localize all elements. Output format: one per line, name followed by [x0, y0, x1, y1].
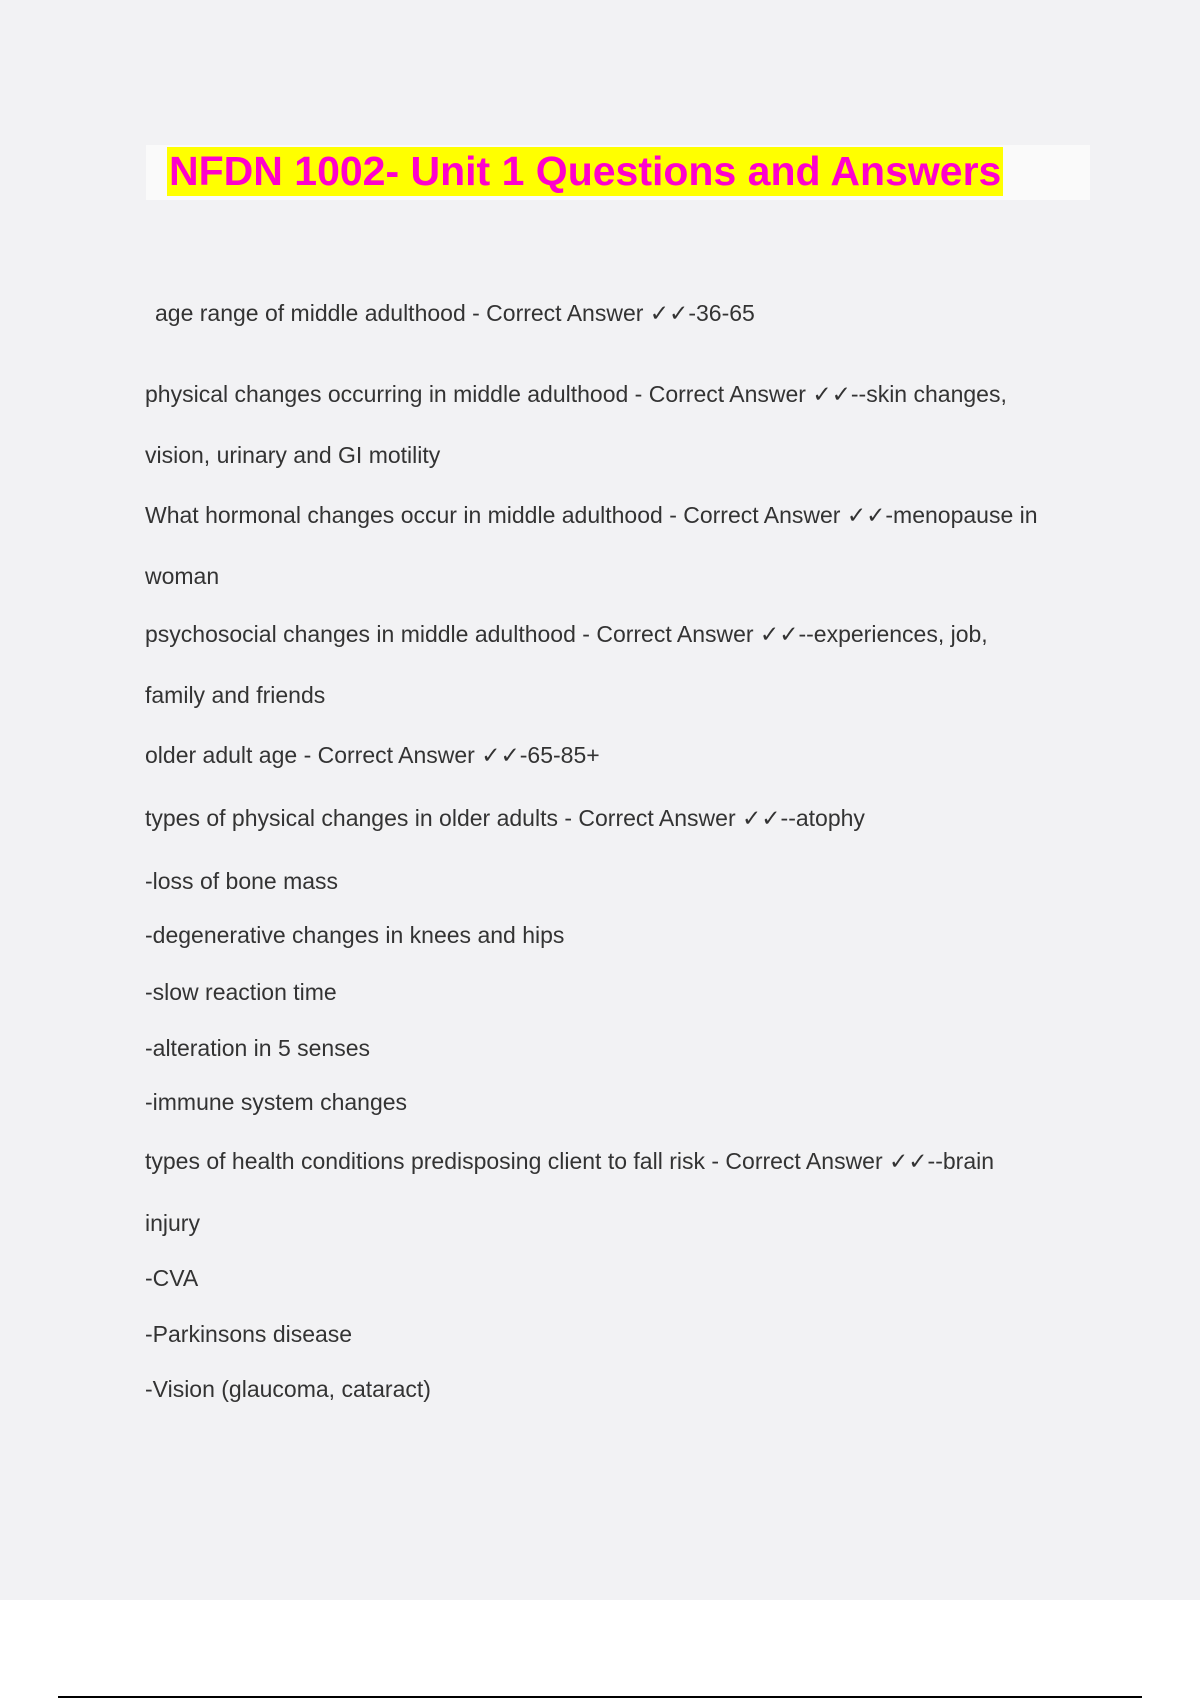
qa-line-10: -loss of bone mass: [145, 868, 339, 894]
qa-line-9: types of physical changes in older adults - Correct Answer ✓✓--atophy: [145, 805, 865, 831]
qa-line-3: vision, urinary and GI motility: [145, 442, 441, 468]
qa-line-17: -CVA: [145, 1265, 199, 1291]
qa-line-7: family and friends: [145, 682, 326, 708]
qa-line-5: woman: [145, 563, 220, 589]
qa-line-12: -slow reaction time: [145, 979, 337, 1005]
qa-line-2: physical changes occurring in middle adulthood - Correct Answer ✓✓--skin changes,: [145, 381, 1007, 407]
qa-line-16: injury: [145, 1210, 200, 1236]
qa-line-14: -immune system changes: [145, 1089, 408, 1115]
footer-rule: [58, 1696, 1142, 1698]
qa-line-19: -Vision (glaucoma, cataract): [145, 1376, 431, 1402]
qa-line-18: -Parkinsons disease: [145, 1321, 353, 1347]
qa-line-15: types of health conditions predisposing client to fall risk - Correct Answer ✓✓--brain: [145, 1148, 995, 1174]
qa-line-4: What hormonal changes occur in middle adulthood - Correct Answer ✓✓-menopause in: [145, 502, 1038, 528]
qa-line-6: psychosocial changes in middle adulthood - Correct Answer ✓✓--experiences, job,: [145, 621, 988, 647]
qa-line-13: -alteration in 5 senses: [145, 1035, 371, 1061]
qa-line-8: older adult age - Correct Answer ✓✓-65-85+: [145, 742, 600, 768]
qa-line-1: age range of middle adulthood - Correct Answer ✓✓-36-65: [155, 300, 755, 326]
qa-line-11: -degenerative changes in knees and hips: [145, 922, 565, 948]
page-title: NFDN 1002- Unit 1 Questions and Answers: [169, 148, 1002, 194]
